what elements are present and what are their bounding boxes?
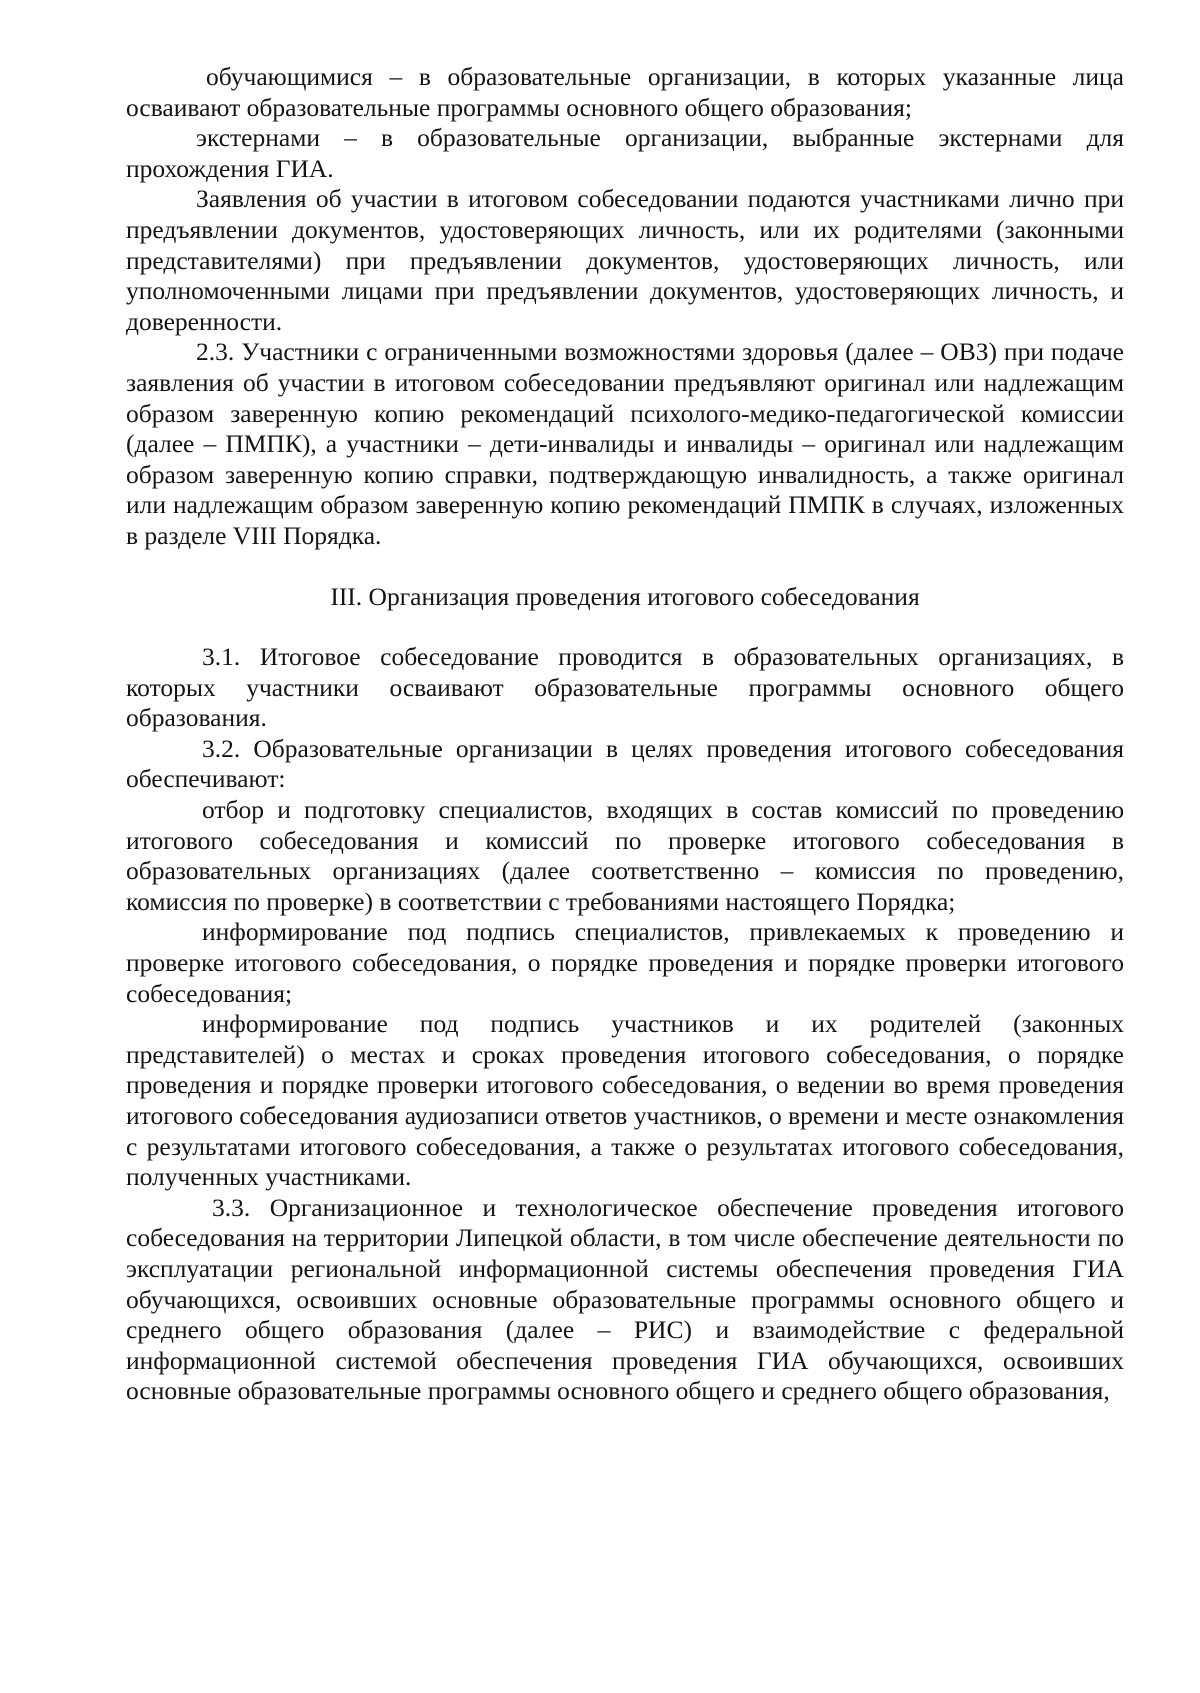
paragraph-2-3: 2.3. Участники с ограниченными возможностями здоровья (далее – ОВЗ) при подаче заявления об участии в итоговом собеседовании предъявляют оригинал или надлежащим образом заверенную копию рекомендаций психолого-медико-педагогической комиссии (далее – ПМПК), а участники – дети-инвалиды и инвалиды – оригинал или надлежащим образом заверенную копию справки, подтверждающую инвалидность, а также оригинал или надлежащим образом заверенную копию рекомендаций ПМПК в случаях, изложенных в разделе VIII Порядка. (126, 337, 1124, 550)
paragraph-inform-participants: информирование под подпись участников и их родителей (законных представителей) о местах и сроках проведения итогового собеседования, о порядке проведения и порядке проверки итогового собеседования, о ведении во время проведения итогового собеседования аудиозаписи ответов участников, о времени и месте ознакомления с результатами итогового собеседования, а также о результатах итогового собеседования, полученных участниками. (126, 1009, 1124, 1192)
document-body (126, 62, 1124, 1407)
paragraph-inform-specialists: информирование под подпись специалистов, привлекаемых к проведению и проверке итогового собеседования, о порядке проведения и порядке проверки итогового собеседования; (126, 917, 1124, 1008)
paragraph-3-1: 3.1. Итоговое собеседование проводится в образовательных организациях, в которых участники осваивают образовательные программы основного общего образования. (126, 642, 1124, 733)
paragraph-applications: Заявления об участии в итоговом собеседовании подаются участниками лично при предъявлении документов, удостоверяющих личность, или их родителями (законными представителями) при предъявлении документов, удостоверяющих личность, или уполномоченными лицами при предъявлении документов, удостоверяющих личность, и доверенности. (126, 184, 1124, 336)
paragraph-3-3: 3.3. Организационное и технологическое обеспечение проведения итогового собеседования на территории Липецкой области, в том числе обеспечение деятельности по эксплуатации региональной информационной системы обеспечения проведения ГИА обучающихся, освоивших основные образовательные программы основного общего и среднего общего образования (далее – РИС) и взаимодействие с федеральной информационной системой обеспечения проведения ГИА обучающихся, освоивших основные образовательные программы основного общего и среднего общего образования, (126, 1192, 1124, 1406)
paragraph-selection: отбор и подготовку специалистов, входящих в состав комиссий по проведению итогового собеседования и комиссий по проверке итогового собеседования в образовательных организациях (далее соответственно – комиссия по проведению, комиссия по проверке) в соответствии с требованиями настоящего Порядка; (126, 795, 1124, 916)
paragraph-externs: экстернами – в образовательные организации, выбранные экстернами для прохождения ГИА. (126, 123, 1124, 183)
paragraph-students: обучающимися – в образовательные организации, в которых указанные лица осваивают образовательные программы основного общего образования; (126, 62, 1124, 122)
section-heading-3: III. Организация проведения итогового собеседования (330, 581, 920, 611)
paragraph-3-2: 3.2. Образовательные организации в целях проведения итогового собеседования обеспечивают: (126, 733, 1124, 794)
